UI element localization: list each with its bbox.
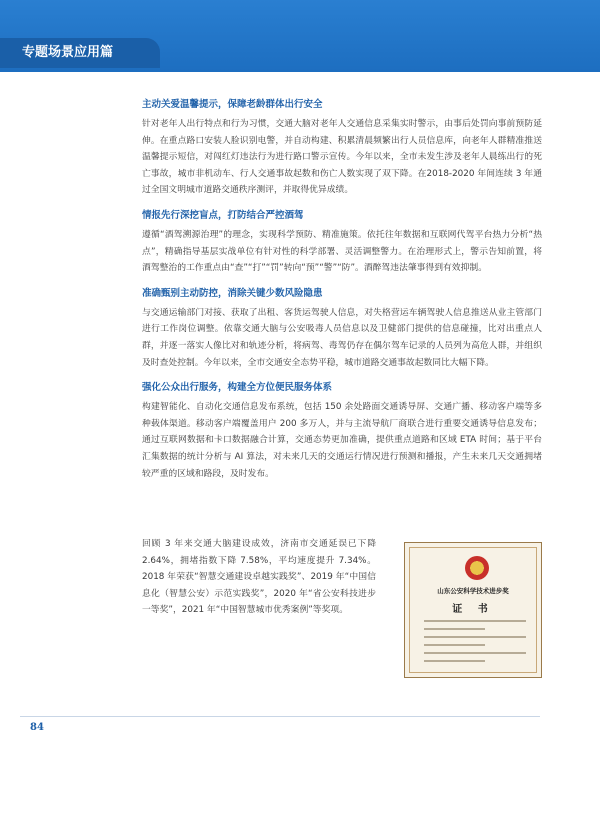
- section-title: 强化公众出行服务，构建全方位便民服务体系: [142, 382, 333, 394]
- certificate-body: [424, 620, 526, 668]
- page-number: 84: [30, 722, 44, 733]
- certificate-title: 山东公安科学技术进步奖: [437, 587, 509, 595]
- section-title: 主动关爱温馨提示，保障老龄群体出行安全: [142, 99, 323, 110]
- section-risk-control: [142, 287, 542, 371]
- section-text: 构建智能化、自动化交通信息发布系统，包括 150 余处路面交通诱导屏、交通广播、移动客户端等多种载体渠道。移动客户端覆盖用户 200 多万人，并与主流导航厂商联合进行重要交通诱导信息发布；通过互联网数据和卡口数据融合计算，交通态势更加准确，提供重点道路和区域 ETA 时间；基于平台汇集数据的统计分析与 AI 算法，对未来几天的交通运行情况进行预测和播报，产生未来几天交通拥堵较严重的区域和路段，及时发布。: [142, 402, 542, 479]
- section-text: 针对老年人出行特点和行为习惯，交通大脑对老年人交通信息采集实时警示，由事后处罚向事前预防延伸。在重点路口安装人脸识别电警，并自动构建、积累清晨频繁出行人员信息库，向老年人群精准推送温馨提示短信，对闯红灯违法行为进行路口警示宣传。今年以来，全市未发生涉及老年人晨练出行的死亡事故，城市非机动车、行人交通事故起数和伤亡人数实现了双下降。在2018-2020 年间连续 3 年通过全国文明城市道路交通秩序测评，并取得优异成绩。: [142, 119, 542, 196]
- certificate-text-line: [424, 636, 526, 638]
- section-text: 与交通运输部门对接、获取了出租、客货运驾驶人信息，对失格营运车辆驾驶人信息推送从业主管部门进行工作岗位调整。依靠交通大脑与公安吸毒人员信息以及卫健部门提供的信息碰撞，比对出重点人群，并逐一落实人像比对和轨迹分析，将病驾、毒驾仍存在偶尔驾车记录的人员列为高危人群，并组织及时查处控制。今年以来，全市交通安全态势平稳，城市道路交通事故起数同比大幅下降。: [142, 307, 542, 368]
- footer-divider: [20, 716, 540, 717]
- section-title: 准确甄别主动防控，消除关键少数风险隐患: [142, 287, 323, 299]
- main-content: [142, 98, 542, 492]
- police-emblem-icon: [465, 556, 489, 580]
- certificate-text-line: [424, 652, 526, 654]
- summary-block: [142, 536, 542, 686]
- certificate-text-line: [424, 660, 485, 662]
- certificate-text-line: [424, 620, 526, 622]
- section-title: 情报先行深挖盲点，打防结合严控酒驾: [142, 209, 304, 221]
- section-tab: 专题场景应用篇: [0, 38, 160, 68]
- certificate-image: [404, 542, 542, 678]
- section-elderly: [142, 98, 542, 199]
- section-public-service: [142, 381, 542, 482]
- certificate-text-line: [424, 644, 485, 646]
- section-text: 遵循“酒驾溯源治理”的理念，实现科学预防、精准施策。依托往年数据和互联网代驾平台热力分析“热点”，精确指导基层实战单位有针对性的科学部署、灵活调整警力。在治理形式上，警示告知前置，将酒驾整治的工作重点由“查”“打”“罚”转向“预”“警”“防”。酒醉驾违法肇事得到有效抑制。: [142, 229, 542, 274]
- header-banner: [0, 0, 600, 72]
- summary-text: 回顾 3 年来交通大脑建设成效，济南市交通延误已下降 2.64%，拥堵指数下降 7.58%，平均速度提升 7.34%。2018 年荣获“智慧交通建设卓越实践奖”、2019 年“中国信息化（智慧公安）示范实践奖”，2020 年“省公安科技进步一等奖”，2021 年“中国智慧城市优秀案例”等奖项。: [142, 539, 376, 616]
- certificate-heading: 证 书: [452, 604, 494, 615]
- certificate-border: [409, 547, 537, 673]
- certificate-text-line: [424, 628, 485, 630]
- section-drunk-driving: [142, 209, 542, 277]
